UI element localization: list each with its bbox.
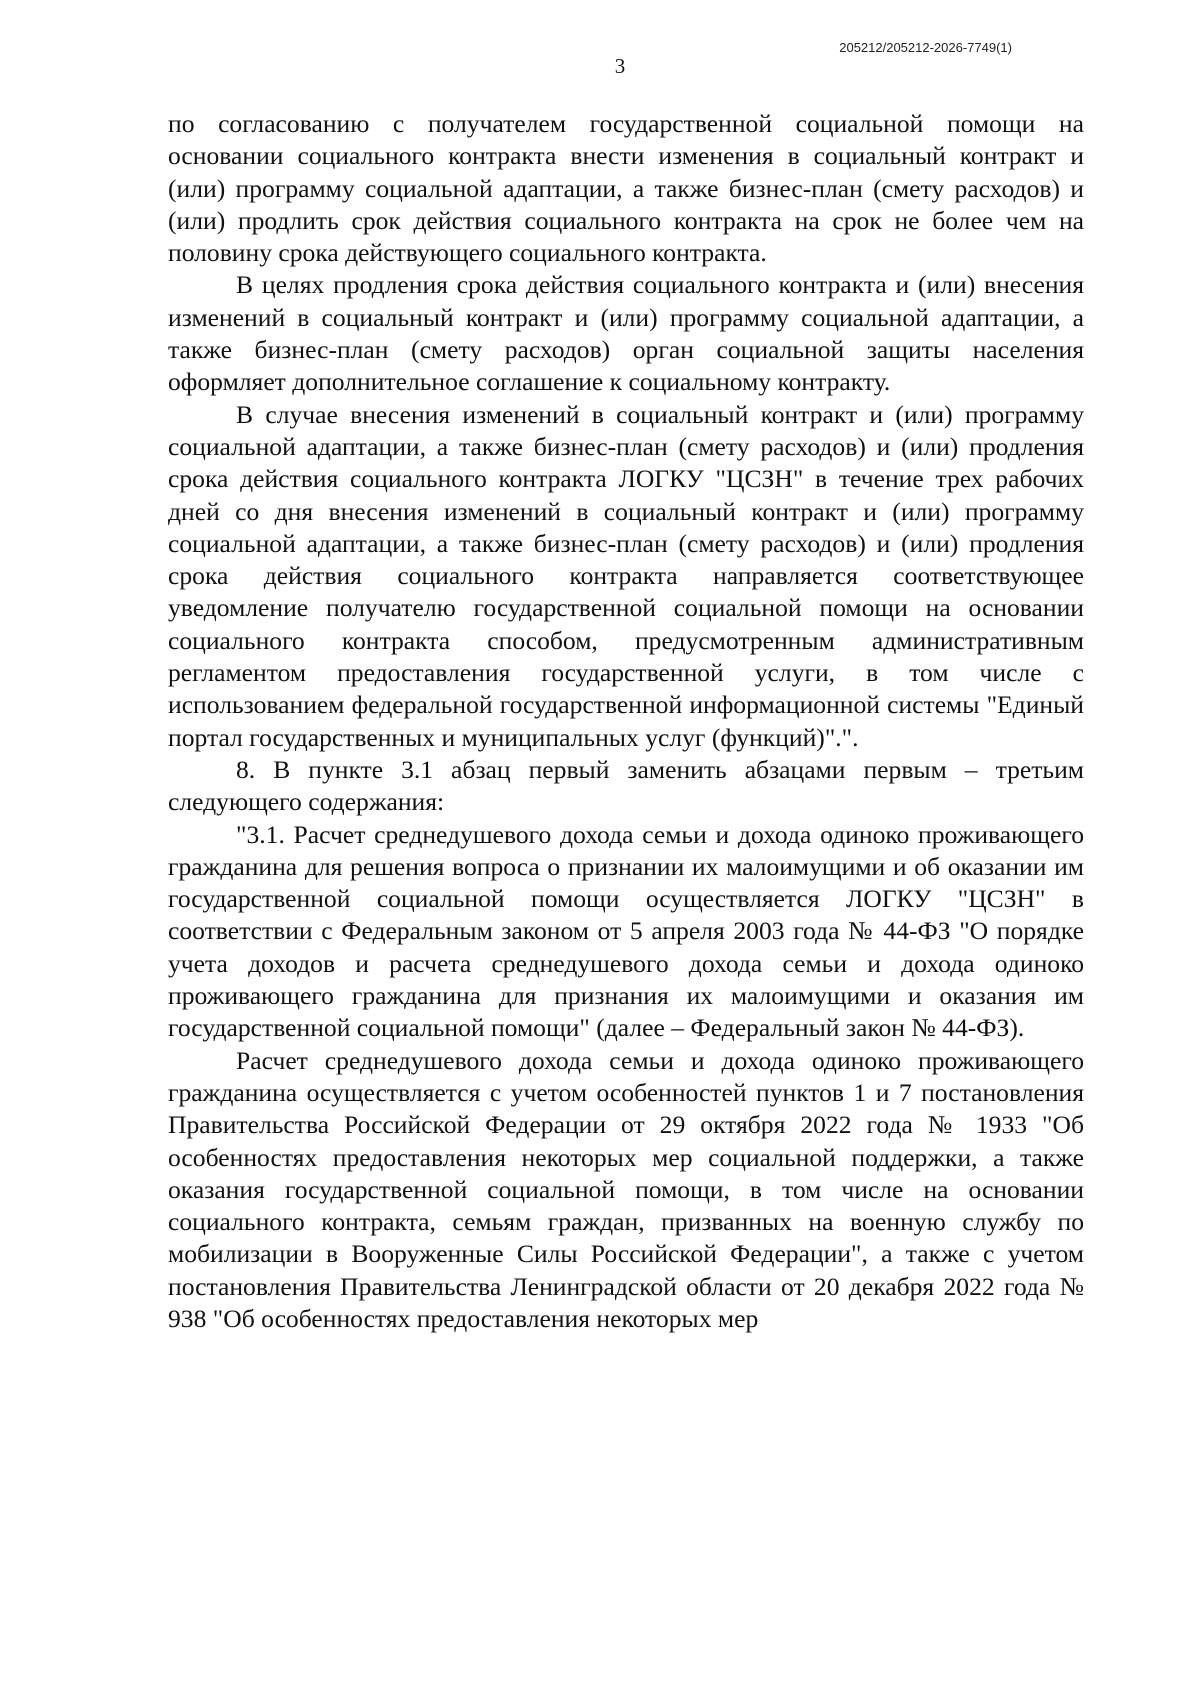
paragraph-item-8: 8. В пункте 3.1 абзац первый заменить абзацами первым – третьим следующего содержания: (168, 754, 1084, 817)
paragraph-extension-agreement: В целях продления срока действия социального контракта и (или) внесения изменений в социальный контракт и (или) программу социальной адаптации, а также бизнес-план (смету расходов) орган социальной защиты населения оформляет дополнительное соглашение к социальному контракту. (168, 270, 1084, 397)
page-number: 3 (614, 54, 626, 78)
paragraph-income-calculation: Расчет среднедушевого дохода семьи и дохода одиноко проживающего гражданина осуществляется с учетом особенностей пунктов 1 и 7 постановления Правительства Российской Федерации от 29 октября 2022 года № 1933 "Об особенностях предоставления некоторых мер социальной поддержки, а также оказания государственной социальной помощи, в том числе на основании социального контракта, семьям граждан, призванных на военную службу по мобилизации в Вооруженные Силы Российской Федерации", а также с учетом постановления Правительства Ленинградской области от 20 декабря 2022 года № 938 "Об особенностях предоставления некоторых мер (168, 1045, 1084, 1333)
paragraph-continuation: по согласованию с получателем государственной социальной помощи на основании социального контракта внести изменения в социальный контракт и (или) программу социальной адаптации, а также бизнес-план (смету расходов) и (или) продлить срок действия социального контракта на срок не более чем на половину срока действующего социального контракта. (168, 109, 1084, 268)
paragraph-item-3-1: "3.1. Расчет среднедушевого дохода семьи и дохода одиноко проживающего гражданина для решения вопроса о признании их малоимущими и об оказании им государственной социальной помощи осуществляется ЛОГКУ "ЦСЗН" в соответствии с Федеральным законом от 5 апреля 2003 года № 44-ФЗ "О порядке учета доходов и расчета среднедушевого дохода семьи и дохода одиноко проживающего гражданина для признания их малоимущими и оказания им государственной социальной помощи" (далее – Федеральный закон № 44-ФЗ). (168, 819, 1084, 1043)
document-id: 205212/205212-2026-7749(1) (839, 40, 1012, 55)
paragraph-notification: В случае внесения изменений в социальный контракт и (или) программу социальной адаптации, а также бизнес-план (смету расходов) и (или) продления срока действия социального контракта ЛОГКУ "ЦСЗН" в течение трех рабочих дней со дня внесения изменений в социальный контракт и (или) программу социальной адаптации, а также бизнес-план (смету расходов) и (или) продления срока действия социального контракта направляется соответствующее уведомление получателю государственной социальной помощи на основании социального контракта способом, предусмотренным административным регламентом предоставления государственной услуги, в том числе с использованием федеральной государственной информационной системы "Единый портал государственных и муниципальных услуг (функций)".". (168, 399, 1084, 752)
document-body (168, 108, 1084, 1335)
